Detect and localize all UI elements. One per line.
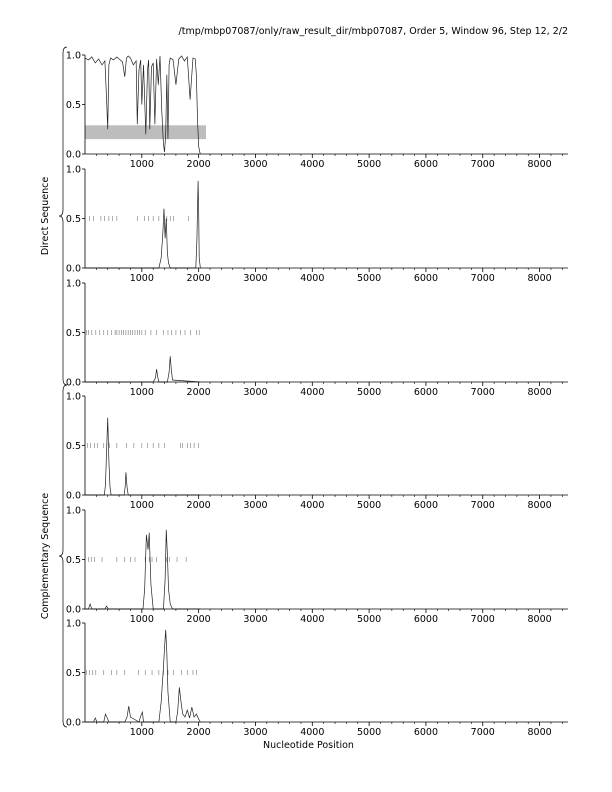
page-title: /tmp/mbp07087/only/raw_result_dir/mbp07087, Order 5, Window 96, Step 12, 2/2 bbox=[178, 26, 568, 37]
x-tick-label: 6000 bbox=[413, 273, 439, 284]
x-tick-label: 4000 bbox=[300, 727, 325, 738]
y-tick-label: 0.0 bbox=[65, 377, 81, 389]
y-tick-label: 0.5 bbox=[65, 441, 81, 452]
x-tick-label: 6000 bbox=[413, 500, 439, 511]
y-tick-label: 1.0 bbox=[65, 505, 81, 517]
direct-group-label: Direct Sequence bbox=[40, 176, 51, 256]
x-tick-label: 2000 bbox=[186, 387, 211, 398]
x-tick-label: 8000 bbox=[527, 614, 552, 625]
x-axis-label: Nucleotide Position bbox=[263, 740, 354, 751]
x-tick-label: 5000 bbox=[357, 159, 382, 170]
x-tick-label: 5000 bbox=[357, 727, 382, 738]
x-tick-label: 4000 bbox=[300, 387, 325, 398]
x-tick-label: 2000 bbox=[186, 159, 211, 170]
series-line bbox=[85, 418, 200, 495]
series-line bbox=[85, 530, 200, 609]
x-tick-label: 7000 bbox=[470, 273, 495, 284]
y-tick-label: 1.0 bbox=[65, 618, 81, 630]
x-tick-label: 3000 bbox=[243, 500, 268, 511]
x-tick-label: 4000 bbox=[300, 500, 325, 511]
y-tick-label: 1.0 bbox=[65, 50, 81, 62]
x-tick-label: 3000 bbox=[243, 159, 268, 170]
y-tick-label: 0.5 bbox=[65, 100, 81, 111]
x-tick-label: 8000 bbox=[527, 727, 552, 738]
x-tick-label: 1000 bbox=[129, 387, 154, 398]
x-tick-label: 4000 bbox=[300, 273, 325, 284]
y-tick-label: 0.0 bbox=[65, 263, 81, 275]
x-tick-label: 7000 bbox=[470, 500, 495, 511]
y-tick-label: 0.5 bbox=[65, 328, 81, 339]
x-tick-label: 6000 bbox=[413, 727, 439, 738]
x-tick-label: 5000 bbox=[357, 500, 382, 511]
x-tick-label: 1000 bbox=[129, 273, 154, 284]
x-tick-label: 7000 bbox=[470, 727, 495, 738]
y-tick-label: 1.0 bbox=[65, 391, 81, 403]
series-line bbox=[85, 56, 200, 154]
x-tick-label: 8000 bbox=[527, 500, 552, 511]
complementary-group-label: Complementary Sequence bbox=[40, 492, 51, 620]
x-tick-label: 2000 bbox=[186, 614, 211, 625]
x-tick-label: 2000 bbox=[186, 727, 211, 738]
x-tick-label: 5000 bbox=[357, 387, 382, 398]
y-tick-label: 1.0 bbox=[65, 278, 81, 290]
series-line bbox=[85, 630, 200, 722]
x-tick-label: 5000 bbox=[357, 614, 382, 625]
x-tick-label: 8000 bbox=[527, 387, 552, 398]
y-tick-label: 0.5 bbox=[65, 214, 81, 225]
series-line bbox=[85, 356, 200, 382]
series-line bbox=[85, 181, 200, 268]
y-tick-label: 0.5 bbox=[65, 555, 81, 566]
x-tick-label: 4000 bbox=[300, 159, 325, 170]
x-tick-label: 3000 bbox=[243, 387, 268, 398]
x-tick-label: 8000 bbox=[527, 273, 552, 284]
y-tick-label: 0.0 bbox=[65, 604, 81, 616]
x-tick-label: 8000 bbox=[527, 159, 552, 170]
x-tick-label: 6000 bbox=[413, 614, 439, 625]
y-tick-label: 0.0 bbox=[65, 490, 81, 502]
x-tick-label: 7000 bbox=[470, 387, 495, 398]
y-tick-label: 0.0 bbox=[65, 149, 81, 161]
x-tick-label: 2000 bbox=[186, 500, 211, 511]
y-tick-label: 0.0 bbox=[65, 717, 81, 729]
x-tick-label: 1000 bbox=[129, 614, 154, 625]
x-tick-label: 6000 bbox=[413, 159, 439, 170]
x-tick-label: 3000 bbox=[243, 614, 268, 625]
x-tick-label: 3000 bbox=[243, 273, 268, 284]
x-tick-label: 4000 bbox=[300, 614, 325, 625]
x-tick-label: 2000 bbox=[186, 273, 211, 284]
x-tick-label: 7000 bbox=[470, 159, 495, 170]
y-tick-label: 1.0 bbox=[65, 164, 81, 176]
x-tick-label: 7000 bbox=[470, 614, 495, 625]
x-tick-label: 1000 bbox=[129, 500, 154, 511]
x-tick-label: 5000 bbox=[357, 273, 382, 284]
x-tick-label: 6000 bbox=[413, 387, 439, 398]
x-tick-label: 3000 bbox=[243, 727, 268, 738]
x-tick-label: 1000 bbox=[129, 159, 154, 170]
x-tick-label: 1000 bbox=[129, 727, 154, 738]
y-tick-label: 0.5 bbox=[65, 668, 81, 679]
